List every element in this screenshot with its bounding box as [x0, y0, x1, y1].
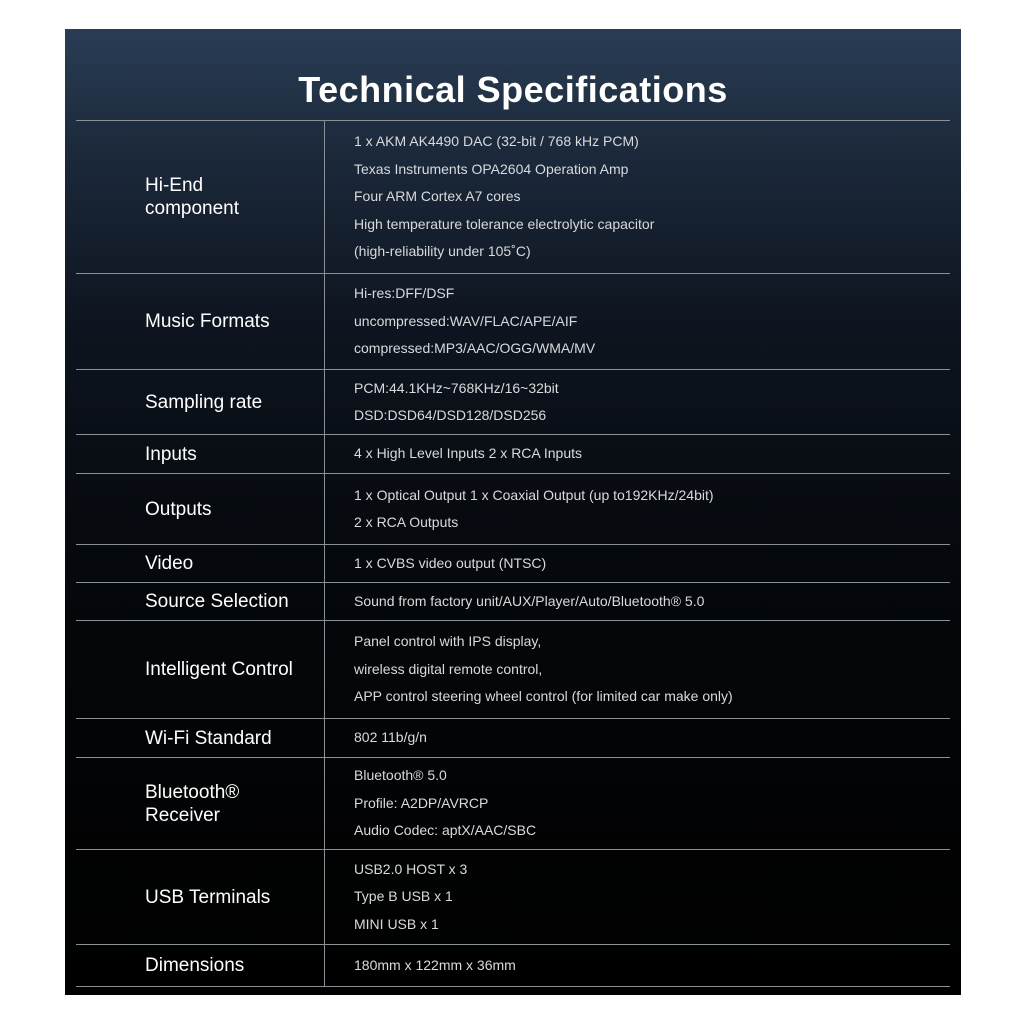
spec-value-line: Profile: A2DP/AVRCP — [354, 794, 489, 811]
spec-value-line: Type B USB x 1 — [354, 888, 453, 905]
spec-row — [76, 758, 950, 850]
spec-label: Music Formats — [76, 274, 325, 369]
spec-value-line: compressed:MP3/AAC/OGG/WMA/MV — [354, 340, 596, 357]
spec-value-line: wireless digital remote control, — [354, 660, 543, 677]
spec-label: Dimensions — [76, 945, 325, 986]
spec-values — [325, 758, 950, 849]
spec-label: USB Terminals — [76, 850, 325, 944]
spec-row — [76, 545, 950, 583]
spec-label: Intelligent Control — [76, 621, 325, 718]
spec-value-line: APP control steering wheel control (for limited car make only) — [354, 688, 733, 705]
spec-value-line: Bluetooth® 5.0 — [354, 767, 447, 784]
spec-values — [325, 719, 950, 757]
spec-value-line: 2 x RCA Outputs — [354, 514, 459, 530]
spec-value-line: (high-reliability under 105˚C) — [354, 243, 531, 260]
spec-value-line: PCM:44.1KHz~768KHz/16~32bit — [354, 379, 559, 396]
page-title: Technical Specifications — [298, 69, 728, 110]
spec-value-line: Sound from factory unit/AUX/Player/Auto/Bluetooth® 5.0 — [354, 592, 705, 609]
spec-row — [76, 583, 950, 621]
spec-label: Sampling rate — [76, 370, 325, 434]
spec-row — [76, 850, 950, 945]
spec-value-line: 802 11b/g/n — [354, 729, 427, 746]
spec-value-line: MINI USB x 1 — [354, 915, 439, 932]
spec-value-line: Audio Codec: aptX/AAC/SBC — [354, 822, 537, 839]
spec-label: Inputs — [76, 435, 325, 473]
spec-row — [76, 121, 950, 274]
spec-value-line: Four ARM Cortex A7 cores — [354, 188, 521, 205]
spec-values — [325, 850, 950, 944]
spec-value-line: 1 x AKM AK4490 DAC (32-bit / 768 kHz PCM) — [354, 133, 639, 150]
spec-row — [76, 435, 950, 474]
spec-row — [76, 719, 950, 758]
spec-value-line: Hi-res:DFF/DSF — [354, 285, 455, 302]
spec-values — [325, 435, 950, 473]
spec-row — [76, 945, 950, 987]
spec-label: Hi-End component — [76, 121, 325, 273]
spec-value-line: Panel control with IPS display, — [354, 633, 542, 650]
spec-label: Wi-Fi Standard — [76, 719, 325, 757]
spec-value-line: 1 x CVBS video output (NTSC) — [354, 554, 547, 571]
spec-values — [325, 545, 950, 582]
spec-value-line: uncompressed:WAV/FLAC/APE/AIF — [354, 312, 578, 329]
spec-values — [325, 583, 950, 620]
spec-row — [76, 474, 950, 545]
spec-values — [325, 274, 950, 369]
spec-values — [325, 474, 950, 544]
spec-value-line: Texas Instruments OPA2604 Operation Amp — [354, 160, 629, 177]
spec-value-line: 4 x High Level Inputs 2 x RCA Inputs — [354, 445, 583, 462]
spec-table — [76, 120, 950, 987]
spec-panel — [65, 29, 961, 995]
spec-values — [325, 121, 950, 273]
spec-label: Video — [76, 545, 325, 582]
spec-label: Outputs — [76, 474, 325, 544]
spec-value-line: USB2.0 HOST x 3 — [354, 860, 468, 877]
spec-label: Source Selection — [76, 583, 325, 620]
spec-values — [325, 945, 950, 986]
spec-values — [325, 370, 950, 434]
spec-value-line: 1 x Optical Output 1 x Coaxial Output (up to192KHz/24bit) — [354, 486, 714, 503]
spec-value-line: DSD:DSD64/DSD128/DSD256 — [354, 407, 547, 423]
spec-value-line: High temperature tolerance electrolytic capacitor — [354, 215, 655, 232]
spec-row — [76, 621, 950, 719]
spec-values — [325, 621, 950, 718]
spec-value-line: 180mm x 122mm x 36mm — [354, 956, 516, 973]
spec-row — [76, 274, 950, 370]
spec-row — [76, 370, 950, 435]
spec-label: Bluetooth® Receiver — [76, 758, 325, 849]
